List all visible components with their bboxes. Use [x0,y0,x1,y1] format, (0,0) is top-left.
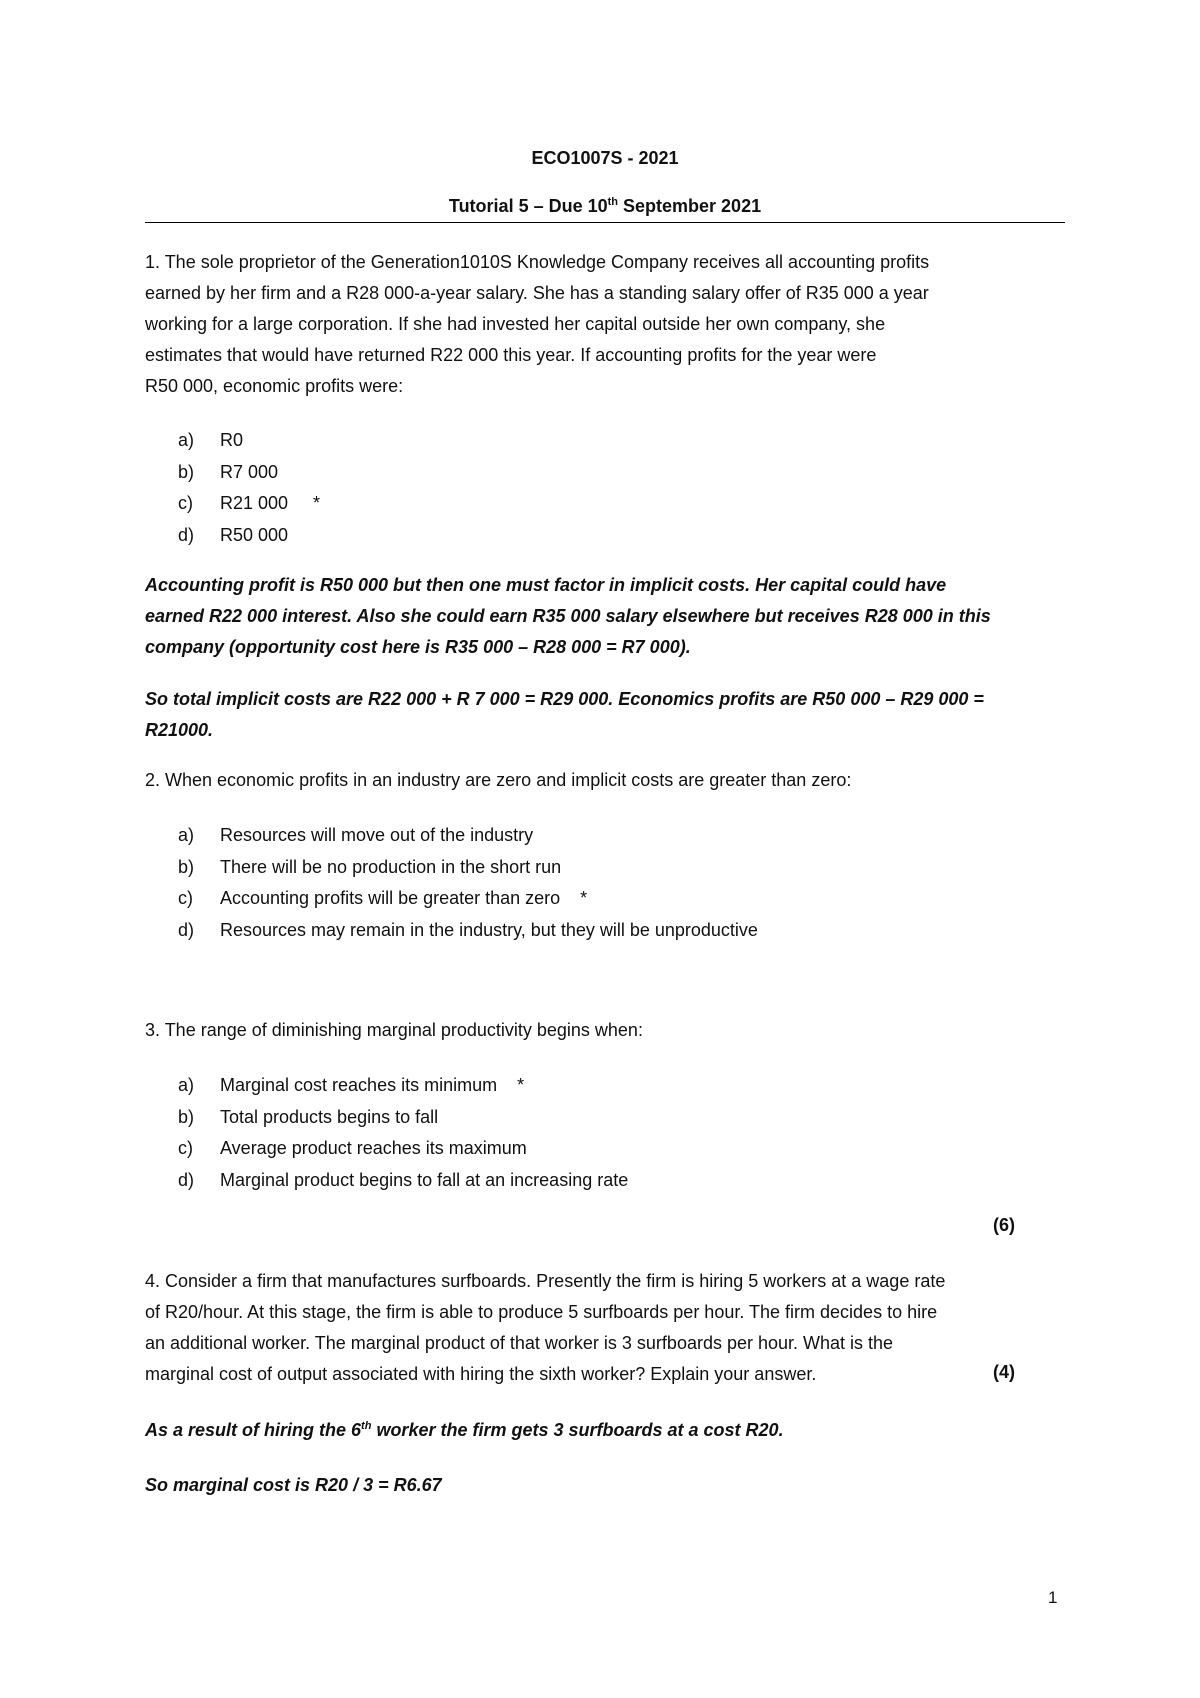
option-d: d) R50 000 [178,524,289,545]
option-d: d) Resources may remain in the industry, but they will be unproductive [178,919,758,940]
question-3: 3. The range of diminishing marginal productivity begins when: [145,1020,643,1040]
option-b: b) There will be no production in the short run [178,856,562,877]
question-1-answer: Accounting profit is R50 000 but then one must factor in implicit costs. Her capital could have earned R22 000 interest. Also she could earn R35 000 salary elsewhere but receives R28 000 in this company (opportunity cost here is R35 000 – R28 000 = R7 000). [145,575,991,657]
question-1-options [178,425,320,551]
question-2: 2. When economic profits in an industry are zero and implicit costs are greater than zero: [145,770,852,790]
question-4: 4. Consider a firm that manufactures surfboards. Presently the firm is hiring 5 workers at a wage rate of R20/hour. At this stage, the firm is able to produce 5 surfboards per hour. The firm decides to hire an additional worker. The marginal product of that worker is 3 surfboards per hour. What is the marginal cost of output associated with hiring the sixth worker? Explain your answer. [145,1271,946,1384]
option-a: a) R0 [178,430,244,450]
question-3-options [178,1070,628,1196]
option-b: b) Total products begins to fall [178,1106,439,1127]
option-c: c) Accounting profits will be greater than zero * [178,888,588,908]
tutorial-title: Tutorial 5 – Due 10th September 2021 [448,196,762,216]
header-divider [145,222,1065,223]
option-a: a) Marginal cost reaches its minimum * [178,1075,525,1095]
course-title: ECO1007S - 2021 [531,148,679,168]
option-d: d) Marginal product begins to fall at an increasing rate [178,1169,629,1190]
option-c: c) Average product reaches its maximum [178,1138,527,1158]
question-1-answer-total: So total implicit costs are R22 000 + R 7 000 = R29 000. Economics profits are R50 000 – R29 000 = R21000. [145,689,984,740]
question-4-marks: (4) [993,1362,1015,1382]
option-b: b) R7 000 [178,461,279,482]
question-4-answer: As a result of hiring the 6th worker the firm gets 3 surfboards at a cost R20. [145,1420,784,1440]
option-a: a) Resources will move out of the industry [178,825,534,845]
question-4-answer-result: So marginal cost is R20 / 3 = R6.67 [145,1475,442,1495]
question-1: 1. The sole proprietor of the Generation1010S Knowledge Company receives all accounting profits earned by her firm and a R28 000-a-year salary. She has a standing salary offer of R35 000 a year working for a large corporation. If she had invested her capital outside her own company, she estimates that would have returned R22 000 this year. If accounting profits for the year were R50 000, economic profits were: [145,252,930,396]
page-number: 1 [1048,1588,1058,1607]
option-c: c) R21 000 * [178,493,321,513]
question-2-options [178,820,758,946]
question-3-marks: (6) [993,1215,1015,1235]
